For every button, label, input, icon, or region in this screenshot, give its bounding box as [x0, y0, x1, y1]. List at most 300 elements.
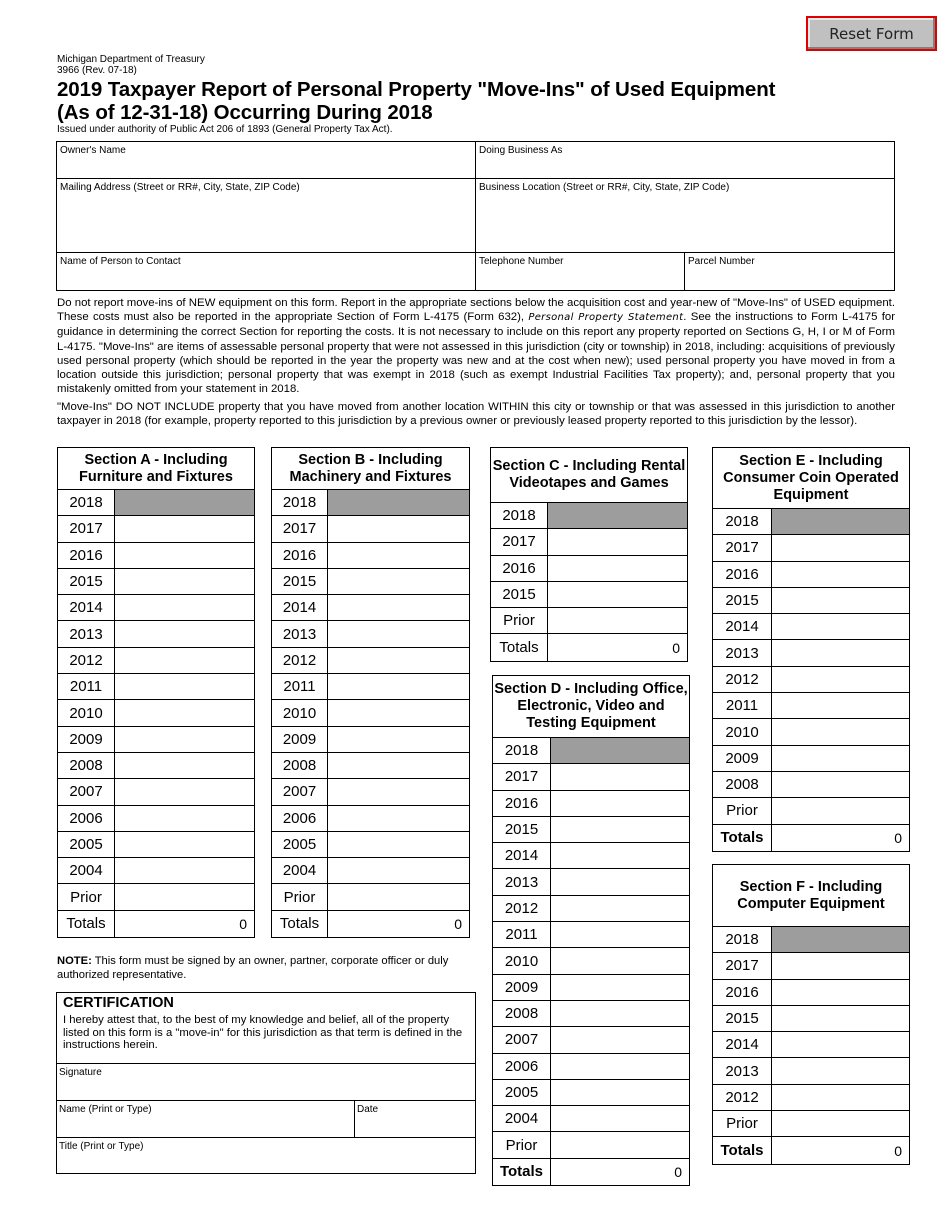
amount-input[interactable]: [551, 791, 689, 816]
amount-input[interactable]: [772, 614, 909, 639]
date-input[interactable]: [357, 1120, 473, 1135]
mailing-address-label: Mailing Address (Street or RR#, City, State, ZIP Code): [60, 182, 300, 193]
year-label: Prior: [713, 798, 772, 823]
year-label: 2014: [272, 595, 328, 620]
amount-cell[interactable]: [115, 806, 254, 831]
table-row: [713, 1085, 909, 1111]
amount-cell[interactable]: [115, 727, 254, 752]
mailing-address-cell: [56, 178, 476, 253]
amount-cell[interactable]: [772, 535, 909, 560]
amount-input[interactable]: [328, 727, 469, 752]
table-row: [493, 975, 689, 1001]
table-row: [58, 858, 254, 884]
amount-cell[interactable]: [772, 693, 909, 718]
year-label: 2012: [493, 896, 551, 921]
amount-cell[interactable]: [551, 817, 689, 842]
year-label: 2010: [58, 700, 115, 725]
amount-cell[interactable]: [548, 582, 687, 607]
amount-cell[interactable]: [772, 1032, 909, 1057]
amount-input[interactable]: [772, 1111, 909, 1136]
amount-cell[interactable]: [551, 869, 689, 894]
totals-label: Totals: [713, 825, 772, 851]
table-row: [272, 884, 469, 910]
amount-input[interactable]: [772, 640, 909, 665]
amount-cell[interactable]: [772, 1111, 909, 1136]
totals-label: Totals: [58, 911, 115, 937]
year-label: 2013: [493, 869, 551, 894]
date-label: Date: [357, 1104, 379, 1115]
table-row: [58, 700, 254, 726]
business-location-input[interactable]: [479, 197, 891, 249]
amount-input[interactable]: [115, 806, 254, 831]
table-row: [58, 569, 254, 595]
section-d-table: [492, 675, 690, 1186]
contact-person-input[interactable]: [60, 271, 472, 287]
section-a-table: [57, 447, 255, 938]
authority-text: Issued under authority of Public Act 206 of 1893 (General Property Tax Act).: [57, 124, 393, 135]
year-label: 2015: [491, 582, 548, 607]
amount-input[interactable]: [328, 516, 469, 541]
dba-cell: [475, 141, 895, 179]
date-field: [355, 1101, 475, 1137]
amount-input[interactable]: [772, 953, 909, 978]
amount-cell[interactable]: [551, 1106, 689, 1131]
amount-input[interactable]: [772, 980, 909, 1005]
year-label: 2012: [272, 648, 328, 673]
year-label: 2017: [713, 535, 772, 560]
year-label: 2015: [493, 817, 551, 842]
totals-value: 0: [894, 829, 902, 846]
amount-input[interactable]: [551, 922, 689, 947]
amount-input[interactable]: [772, 588, 909, 613]
table-row: [713, 1058, 909, 1084]
table-row: [493, 1001, 689, 1027]
amount-input[interactable]: [115, 858, 254, 883]
section-f-title: Section F - Including Computer Equipment: [713, 865, 909, 927]
table-row: [713, 588, 909, 614]
business-location-label: Business Location (Street or RR#, City, State, ZIP Code): [479, 182, 730, 193]
year-label: 2016: [493, 791, 551, 816]
table-row: [713, 1111, 909, 1137]
note-label: NOTE:: [57, 955, 92, 967]
signer-title-label: Title (Print or Type): [59, 1141, 144, 1152]
printed-name-label: Name (Print or Type): [59, 1104, 152, 1115]
amount-input[interactable]: [772, 1006, 909, 1031]
amount-input[interactable]: [548, 608, 687, 633]
dba-label: Doing Business As: [479, 145, 563, 156]
year-label: 2010: [713, 719, 772, 744]
year-label: 2016: [272, 543, 328, 568]
amount-cell[interactable]: [548, 529, 687, 554]
amount-cell[interactable]: [328, 753, 469, 778]
table-row: [713, 772, 909, 798]
amount-input[interactable]: [115, 674, 254, 699]
section-c-title: Section C - Including Rental Videotapes and Games: [491, 448, 687, 503]
amount-cell[interactable]: [772, 667, 909, 692]
table-row: [272, 569, 469, 595]
amount-input[interactable]: [551, 764, 689, 789]
section-b-table: [271, 447, 470, 938]
table-row: [272, 806, 469, 832]
amount-input[interactable]: [328, 779, 469, 804]
table-row: [272, 753, 469, 779]
totals-row: [272, 911, 469, 937]
table-row: [713, 509, 909, 535]
amount-cell[interactable]: [772, 1006, 909, 1031]
amount-input[interactable]: [115, 832, 254, 857]
amount-input[interactable]: [328, 700, 469, 725]
signature-field[interactable]: [57, 1064, 475, 1100]
disabled-amount-cell: [548, 503, 687, 528]
table-row: [713, 746, 909, 772]
amount-input[interactable]: [328, 884, 469, 909]
amount-cell[interactable]: [548, 556, 687, 581]
amount-input[interactable]: [551, 817, 689, 842]
amount-input[interactable]: [551, 948, 689, 973]
amount-cell[interactable]: [551, 1132, 689, 1157]
signature-row: [57, 1064, 475, 1101]
amount-input[interactable]: [772, 772, 909, 797]
amount-input[interactable]: [328, 832, 469, 857]
totals-value: 0: [454, 915, 462, 932]
year-label: 2011: [713, 693, 772, 718]
year-label: 2015: [272, 569, 328, 594]
table-row: [493, 817, 689, 843]
amount-cell[interactable]: [551, 1027, 689, 1052]
year-label: 2015: [713, 1006, 772, 1031]
amount-cell[interactable]: [551, 1080, 689, 1105]
amount-input[interactable]: [772, 693, 909, 718]
table-row: [713, 1006, 909, 1032]
parcel-number-input[interactable]: [688, 271, 891, 287]
amount-cell[interactable]: [772, 746, 909, 771]
table-row: [713, 953, 909, 979]
telephone-input[interactable]: [479, 271, 681, 287]
amount-input[interactable]: [551, 843, 689, 868]
amount-input[interactable]: [115, 595, 254, 620]
year-label: Prior: [493, 1132, 551, 1157]
table-row: [493, 948, 689, 974]
owners-name-cell: [56, 141, 476, 179]
year-label: Prior: [713, 1111, 772, 1136]
amount-input[interactable]: [551, 1080, 689, 1105]
year-label: 2018: [493, 738, 551, 763]
table-row: [713, 980, 909, 1006]
year-label: 2007: [272, 779, 328, 804]
amount-cell[interactable]: [115, 858, 254, 883]
name-date-row: [57, 1101, 475, 1138]
amount-input[interactable]: [115, 727, 254, 752]
amount-cell[interactable]: [115, 648, 254, 673]
table-row: [272, 832, 469, 858]
amount-cell[interactable]: [772, 980, 909, 1005]
amount-input[interactable]: [772, 798, 909, 823]
amount-cell[interactable]: [772, 798, 909, 823]
table-row: [491, 608, 687, 634]
totals-label: Totals: [713, 1137, 772, 1163]
amount-cell[interactable]: [328, 621, 469, 646]
title-line-2: (As of 12-31-18) Occurring During 2018: [57, 101, 433, 124]
amount-cell[interactable]: [115, 674, 254, 699]
section-a-title: Section A - Including Furniture and Fixtures: [58, 448, 254, 490]
table-row: [272, 648, 469, 674]
amount-cell[interactable]: [328, 648, 469, 673]
amount-cell[interactable]: [328, 727, 469, 752]
year-label: 2007: [58, 779, 115, 804]
amount-input[interactable]: [328, 569, 469, 594]
amount-input[interactable]: [328, 648, 469, 673]
amount-cell[interactable]: [328, 806, 469, 831]
amount-input[interactable]: [548, 582, 687, 607]
amount-cell[interactable]: [772, 614, 909, 639]
table-row: [272, 700, 469, 726]
amount-cell[interactable]: [115, 516, 254, 541]
section-e-table: [712, 447, 910, 852]
table-row: [58, 543, 254, 569]
disabled-amount-cell: [772, 927, 909, 952]
table-row: [493, 764, 689, 790]
title-line-1: 2019 Taxpayer Report of Personal Property "Move-Ins" of Used Equipment: [57, 78, 776, 101]
year-label: 2008: [272, 753, 328, 778]
amount-cell[interactable]: [115, 543, 254, 568]
table-row: [493, 738, 689, 764]
disabled-amount-cell: [115, 490, 254, 515]
amount-input[interactable]: [551, 1132, 689, 1157]
year-label: 2005: [493, 1080, 551, 1105]
page-title: [57, 78, 775, 124]
amount-cell[interactable]: [551, 975, 689, 1000]
amount-input[interactable]: [328, 621, 469, 646]
amount-input[interactable]: [115, 779, 254, 804]
amount-input[interactable]: [551, 1001, 689, 1026]
amount-cell[interactable]: [115, 621, 254, 646]
amount-input[interactable]: [551, 869, 689, 894]
amount-cell[interactable]: [328, 674, 469, 699]
table-row: [493, 791, 689, 817]
amount-cell[interactable]: [328, 516, 469, 541]
table-row: [713, 927, 909, 953]
year-label: 2004: [493, 1106, 551, 1131]
amount-cell[interactable]: [551, 764, 689, 789]
amount-input[interactable]: [115, 648, 254, 673]
amount-cell[interactable]: [115, 884, 254, 909]
disabled-amount-cell: [772, 509, 909, 534]
business-location-cell: [475, 178, 895, 253]
amount-cell[interactable]: [551, 922, 689, 947]
table-row: [491, 556, 687, 582]
printed-name-input[interactable]: [59, 1120, 352, 1135]
section-e-title: Section E - Including Consumer Coin Operated Equipment: [713, 448, 909, 509]
year-label: 2017: [58, 516, 115, 541]
amount-cell[interactable]: [772, 562, 909, 587]
year-label: 2017: [272, 516, 328, 541]
table-row: [58, 595, 254, 621]
table-row: [272, 779, 469, 805]
amount-cell[interactable]: [328, 569, 469, 594]
amount-input[interactable]: [551, 1027, 689, 1052]
table-row: [272, 490, 469, 516]
table-row: [58, 779, 254, 805]
year-label: 2008: [58, 753, 115, 778]
parcel-number-label: Parcel Number: [688, 256, 755, 267]
amount-cell[interactable]: [772, 640, 909, 665]
amount-cell[interactable]: [551, 843, 689, 868]
year-label: 2015: [713, 588, 772, 613]
amount-cell[interactable]: [115, 595, 254, 620]
amount-cell[interactable]: [115, 779, 254, 804]
amount-input[interactable]: [115, 621, 254, 646]
year-label: 2014: [493, 843, 551, 868]
totals-value: 0: [894, 1142, 902, 1159]
amount-input[interactable]: [328, 806, 469, 831]
amount-cell[interactable]: [772, 772, 909, 797]
amount-input[interactable]: [115, 516, 254, 541]
amount-input[interactable]: [551, 975, 689, 1000]
amount-cell[interactable]: [328, 700, 469, 725]
amount-cell[interactable]: [328, 779, 469, 804]
instructions-paragraph-1: [57, 296, 895, 396]
amount-cell[interactable]: [772, 1085, 909, 1110]
amount-input[interactable]: [551, 1106, 689, 1131]
amount-cell[interactable]: [772, 588, 909, 613]
table-row: [713, 798, 909, 824]
year-label: 2007: [493, 1027, 551, 1052]
amount-cell[interactable]: [551, 791, 689, 816]
amount-input[interactable]: [115, 884, 254, 909]
amount-cell[interactable]: [115, 700, 254, 725]
table-row: [493, 1080, 689, 1106]
section-f-table: [712, 864, 910, 1165]
mailing-address-input[interactable]: [60, 197, 472, 249]
year-label: 2011: [493, 922, 551, 947]
amount-cell[interactable]: [772, 719, 909, 744]
dba-input[interactable]: [479, 159, 891, 175]
certification-statement: I hereby attest that, to the best of my knowledge and belief, all of the property listed on this form is a "move-in" for this jurisdiction as that term is defined in the instructions herein.: [63, 1014, 463, 1051]
amount-cell[interactable]: [115, 832, 254, 857]
agency-name: Michigan Department of Treasury: [57, 54, 205, 65]
amount-cell[interactable]: [328, 858, 469, 883]
year-label: 2008: [713, 772, 772, 797]
year-label: 2017: [713, 953, 772, 978]
parcel-number-cell: [684, 252, 895, 291]
amount-cell[interactable]: [772, 1058, 909, 1083]
amount-input[interactable]: [328, 858, 469, 883]
owners-name-label: Owner's Name: [60, 145, 126, 156]
instructions-text: Do not report move-ins of NEW equipment on this form. Report in the appropriate sections below the acquisition cost and year-new of "Move-Ins" of USED equipment. These costs must also be reported in the appropriate Section of Form L-4175 (Form 632),: [57, 297, 895, 324]
amount-input[interactable]: [772, 667, 909, 692]
statement-title-italic: Personal Property Statement: [528, 312, 684, 324]
table-row: [58, 516, 254, 542]
amount-input[interactable]: [772, 535, 909, 560]
table-row: [493, 1106, 689, 1132]
year-label: 2017: [491, 529, 548, 554]
amount-input[interactable]: [328, 543, 469, 568]
table-row: [491, 503, 687, 529]
amount-cell[interactable]: [328, 832, 469, 857]
amount-cell[interactable]: [328, 595, 469, 620]
amount-cell[interactable]: [551, 1001, 689, 1026]
amount-input[interactable]: [551, 896, 689, 921]
amount-cell[interactable]: [548, 608, 687, 633]
year-label: 2009: [713, 746, 772, 771]
signature-label: Signature: [59, 1067, 102, 1078]
table-row: [713, 693, 909, 719]
year-label: 2005: [272, 832, 328, 857]
amount-input[interactable]: [772, 1085, 909, 1110]
table-row: [272, 516, 469, 542]
year-label: 2010: [272, 700, 328, 725]
amount-input[interactable]: [328, 595, 469, 620]
signer-title-input[interactable]: [59, 1158, 473, 1173]
amount-cell[interactable]: [551, 1054, 689, 1079]
table-row: [272, 621, 469, 647]
year-label: 2014: [713, 1032, 772, 1057]
year-label: 2012: [713, 667, 772, 692]
year-label: 2006: [58, 806, 115, 831]
amount-cell[interactable]: [115, 569, 254, 594]
amount-cell[interactable]: [115, 753, 254, 778]
year-label: 2013: [713, 1058, 772, 1083]
totals-label: Totals: [493, 1159, 551, 1185]
totals-value: 0: [674, 1163, 682, 1180]
year-label: 2017: [493, 764, 551, 789]
amount-input[interactable]: [772, 1032, 909, 1057]
totals-row: [58, 911, 254, 937]
amount-input[interactable]: [772, 1058, 909, 1083]
amount-input[interactable]: [548, 529, 687, 554]
year-label: 2015: [58, 569, 115, 594]
amount-input[interactable]: [328, 674, 469, 699]
amount-input[interactable]: [548, 556, 687, 581]
amount-input[interactable]: [115, 700, 254, 725]
table-row: [493, 1054, 689, 1080]
amount-input[interactable]: [772, 719, 909, 744]
totals-label: Totals: [491, 634, 548, 660]
table-row: [493, 922, 689, 948]
certification-header: [57, 993, 475, 1064]
amount-input[interactable]: [551, 1054, 689, 1079]
reset-form-button[interactable]: Reset Form: [806, 16, 937, 51]
form-number: 3966 (Rev. 07-18): [57, 65, 137, 76]
year-label: 2009: [58, 727, 115, 752]
certification-box: [56, 992, 476, 1174]
section-d-title: Section D - Including Office, Electronic, Video and Testing Equipment: [493, 676, 689, 738]
amount-cell[interactable]: [551, 948, 689, 973]
table-row: [58, 490, 254, 516]
taxpayer-info-grid: [56, 141, 895, 291]
amount-cell[interactable]: [772, 953, 909, 978]
amount-cell[interactable]: [551, 896, 689, 921]
amount-input[interactable]: [115, 569, 254, 594]
table-row: [493, 896, 689, 922]
owners-name-input[interactable]: [60, 159, 472, 175]
amount-cell[interactable]: [328, 884, 469, 909]
year-label: 2018: [58, 490, 115, 515]
amount-input[interactable]: [115, 543, 254, 568]
amount-input[interactable]: [328, 753, 469, 778]
year-label: 2005: [58, 832, 115, 857]
year-label: 2018: [491, 503, 548, 528]
amount-input[interactable]: [772, 562, 909, 587]
table-row: [58, 648, 254, 674]
amount-input[interactable]: [772, 746, 909, 771]
year-label: 2016: [713, 980, 772, 1005]
amount-cell[interactable]: [328, 543, 469, 568]
amount-input[interactable]: [115, 753, 254, 778]
disabled-amount-cell: [551, 738, 689, 763]
section-b-title: Section B - Including Machinery and Fixtures: [272, 448, 469, 490]
year-label: 2014: [713, 614, 772, 639]
